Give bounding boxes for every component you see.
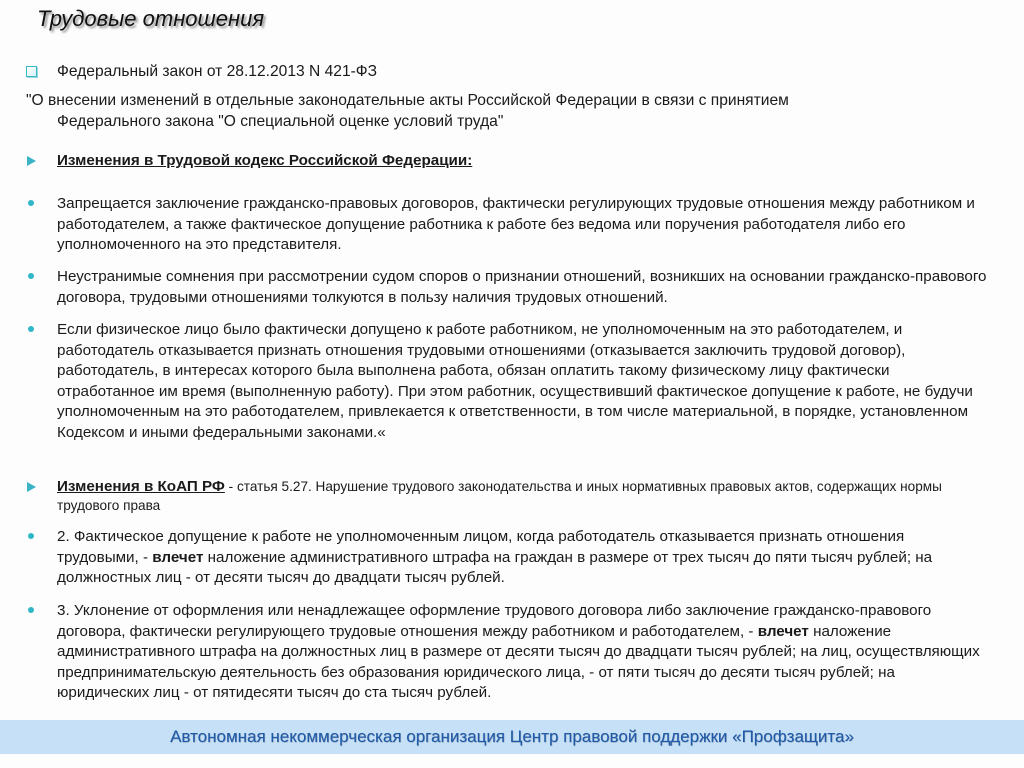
dot-bullet-icon <box>26 194 40 214</box>
arrow-right-icon <box>26 151 40 171</box>
list-item-text-part: 2. Фактическое допущение к работе не уполномоченным лицом, когда работодатель отказывается признать отношения трудовыми, - <box>57 528 905 566</box>
section-heading-text: Изменения в Трудовой кодекс Российской Федерации: <box>57 152 473 169</box>
arrow-right-icon <box>26 477 40 497</box>
list-item-text <box>57 601 987 704</box>
slide-title: Трудовые отношения <box>37 6 265 31</box>
dot-bullet-icon <box>26 320 40 340</box>
list-item-text-part: наложение административного штрафа на граждан в размере от трех тысяч до пяти тысяч рублей; на должностных лиц - от десяти тысяч до двадцати тысяч рублей. <box>57 548 933 586</box>
law-reference-text: Федеральный закон от 28.12.2013 N 421-ФЗ <box>57 63 378 80</box>
dot-bullet-icon <box>26 527 40 547</box>
law-title-line1: "О внесении изменений в отдельные законодательные акты Российской Федерации в связи с принятием <box>26 92 789 109</box>
dot-bullet-icon <box>26 601 40 621</box>
list-item-text <box>57 527 987 589</box>
list-item-emphasis: влечет <box>757 622 809 640</box>
section-heading-koap-text <box>57 477 987 515</box>
law-title <box>26 90 986 132</box>
list-item-text: Если физическое лицо было фактически допущено к работе работником, не уполномоченным на это работодателем, и работодатель отказывается признать отношения трудовыми отношениями (отказывается заключить трудовой договор), работодатель, в интересах которого была выполнена работа, обязан оплатить такому физическому лицу фактически отработанное им время (выполненную работу). При этом работник, осуществивший фактическое допущение к работе, не будучи уполномоченным на это работодателем, привлекается к ответственности, в том числе материальной, в порядке, установленном Кодексом и иными федеральными законами.« <box>57 321 973 441</box>
section-heading-koap-title: Изменения в КоАП РФ <box>57 478 225 495</box>
law-title-line2: Федерального закона "О специальной оценке условий труда" <box>57 113 504 130</box>
list-item-text: Запрещается заключение гражданско-правовых договоров, фактически регулирующих трудовые отношения между работником и работодателем, а также фактическое допущение работника к работе без ведома или поручения работодателя либо его уполномоченного на это представителя. <box>57 195 975 253</box>
square-checkbox-icon <box>26 62 40 82</box>
list-item-text-part: 3. Уклонение от оформления или ненадлежащее оформление трудового договора либо заключение гражданско-правового договора, фактически регулирующего трудовые отношения между работником и работодателем, - <box>57 602 932 640</box>
list-item-text: Неустранимые сомнения при рассмотрении судом споров о признании отношений, возникших на основании гражданско-правового договора, трудовыми отношениями толкуются в пользу наличия трудовых отношений. <box>57 268 987 306</box>
section-heading-koap-desc: - статья 5.27. Нарушение трудового законодательства и иных нормативных правовых актов, содержащих нормы трудового права <box>57 479 942 513</box>
dot-bullet-icon <box>26 267 40 287</box>
list-item-text-part: наложение административного штрафа на должностных лиц в размере от десяти тысяч до двадцати тысяч рублей; на лиц, осуществляющих предпринимательскую деятельность без образования юридического лица, - от пяти тысяч до десяти тысяч рублей; на юридических лиц - от пятидесяти тысяч до ста тысяч рублей. <box>57 622 980 701</box>
footer-banner: Автономная некоммерческая организация Центр правовой поддержки «Профзащита» <box>0 720 1024 754</box>
list-item-emphasis: влечет <box>152 548 204 566</box>
